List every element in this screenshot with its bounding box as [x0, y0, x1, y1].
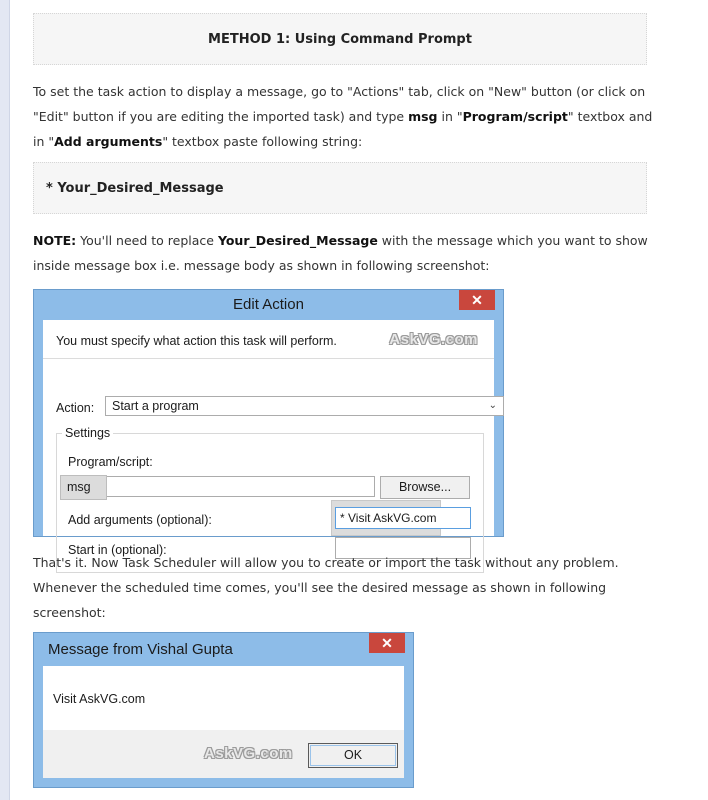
program-script-label: Program/script: [68, 455, 153, 469]
settings-label: Settings [62, 426, 113, 440]
left-page-border [0, 0, 10, 800]
note-line-1: NOTE: You'll need to replace Your_Desired_Message with the message which you want to show [33, 233, 648, 248]
msg-keyword: msg [408, 109, 438, 124]
program-script-value-highlight [60, 475, 107, 500]
program-script-input[interactable] [61, 476, 375, 497]
action-label: Action: [56, 401, 95, 415]
start-in-label: Start in (optional): [68, 543, 167, 557]
program-script-value: msg [67, 480, 91, 494]
close-icon: ✕ [471, 292, 483, 308]
action-select[interactable] [105, 396, 504, 416]
dialog-instruction: You must specify what action this task will perform. [56, 334, 337, 348]
close-icon: ✕ [381, 635, 393, 651]
dialog-titlebar [34, 290, 503, 320]
code-string-box [33, 162, 647, 214]
code-string: * Your_Desired_Message [46, 180, 224, 196]
note-line-2: inside message box i.e. message body as shown in following screenshot: [33, 258, 490, 273]
conclusion-line-1: That's it. Now Task Scheduler will allow you to create or import the task without any problem. [33, 555, 619, 570]
dialog-client-area [43, 320, 497, 557]
program-script-keyword: Program/script [462, 109, 568, 124]
note-label: NOTE: [33, 233, 77, 248]
add-arguments-keyword: Add arguments [54, 134, 163, 149]
edit-action-dialog [33, 289, 504, 557]
conclusion-line-2: Whenever the scheduled time comes, you'll see the desired message as shown in following [33, 580, 607, 595]
message-close-button[interactable] [369, 633, 405, 653]
chevron-down-icon: ⌄ [488, 400, 497, 411]
message-dialog [33, 632, 414, 788]
instructions-paragraph [33, 79, 652, 154]
message-dialog-client [43, 666, 404, 778]
conclusion-paragraph [33, 550, 619, 625]
ok-button[interactable]: OK [308, 743, 398, 768]
arguments-input[interactable]: * Visit AskVG.com [335, 507, 471, 529]
action-select-value: Start a program [112, 399, 199, 413]
dialog-title: Edit Action [233, 296, 304, 313]
note-bold-term: Your_Desired_Message [217, 233, 378, 248]
method-heading: METHOD 1: Using Command Prompt [208, 31, 472, 47]
watermark: AskVG.com [204, 745, 293, 762]
instructions-line-2: "Edit" button if you are editing the imported task) and type msg in "Program/script" textbox and [33, 109, 653, 124]
message-dialog-title: Message from Vishal Gupta [48, 641, 233, 658]
close-button[interactable] [459, 290, 495, 310]
note-paragraph [33, 228, 648, 278]
conclusion-line-3: screenshot: [33, 605, 106, 620]
browse-button[interactable]: Browse... [380, 476, 470, 499]
instructions-line-3: in "Add arguments" textbox paste following string: [33, 134, 363, 149]
watermark: AskVG.com [389, 331, 478, 348]
method-heading-box [33, 13, 647, 65]
instructions-line-1: To set the task action to display a message, go to "Actions" tab, click on "New" button (or click on [33, 84, 646, 99]
message-text: Visit AskVG.com [53, 692, 146, 706]
message-dialog-footer [43, 730, 404, 778]
arguments-label: Add arguments (optional): [68, 513, 212, 527]
